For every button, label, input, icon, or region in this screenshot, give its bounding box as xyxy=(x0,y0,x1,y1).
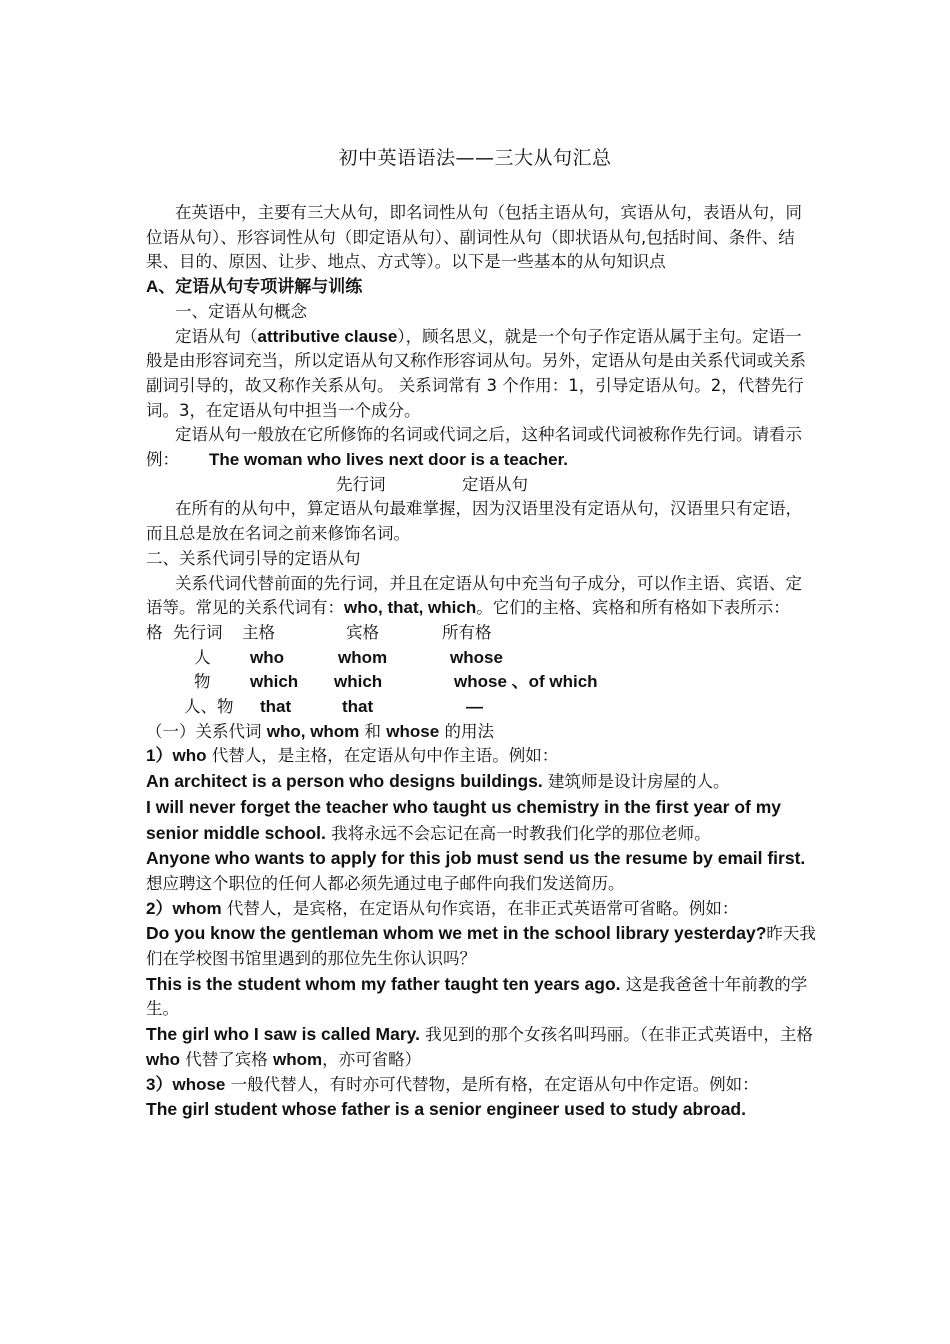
label-antecedent: 先行词 xyxy=(336,474,386,494)
table-row: 人、物 that that — xyxy=(184,697,483,716)
item-3: 3）whose 一般代替人，有时亦可代替物，是所有格，在定语从句中作定语。例如： xyxy=(146,1074,759,1094)
example-labels xyxy=(146,473,818,498)
subsection-1-heading: （一）关系代词 who, whom 和 whose 的用法 xyxy=(146,721,494,741)
item-1: 1）who 代替人，是主格，在定语从句中作主语。例如： xyxy=(146,746,559,766)
example-2: I will never forget the teacher who taught us chemistry in the first year of my senior middle school. 我将永远不会忘记在高一时教我们化学的那位老师。 xyxy=(146,796,782,843)
part1-heading: 一、定语从句概念 xyxy=(175,301,307,321)
part1-paragraph-2: 定语从句一般放在它所修饰的名词或代词之后，这种名词或代词被称作先行词。请看示例： The woman who lives next door is a teacher. xyxy=(146,425,802,470)
item-2: 2）whom 代替人，是宾格，在定语从句作宾语，在非正式英语常可省略。例如： xyxy=(146,898,739,918)
table-row: 物 which which whose 、of which xyxy=(194,672,598,692)
section-a-heading: A、定语从句专项讲解与训练 xyxy=(146,277,363,297)
document-body xyxy=(146,201,818,1123)
example-1: An architect is a person who designs buildings. 建筑师是设计房屋的人。 xyxy=(146,771,730,792)
example-sentence: The woman who lives next door is a teacher. xyxy=(209,450,568,470)
part2-paragraph-1: 关系代词代替前面的先行词，并且在定语从句中充当句子成分，可以作主语、宾语、定语等。常见的关系代词有：who, that, which。它们的主格、宾格和所有格如下表所示： xyxy=(146,573,802,618)
page-title: 初中英语语法——三大从句汇总 xyxy=(338,147,612,169)
example-7: The girl student whose father is a senior engineer used to study abroad. xyxy=(146,1099,746,1120)
example-6: The girl who I saw is called Mary. 我见到的那个女孩名叫玛丽。（在非正式英语中，主格 who 代替了宾格 whom，亦可省略） xyxy=(146,1024,813,1069)
part1-paragraph-3: 在所有的从句中，算定语从句最难掌握，因为汉语里没有定语从句，汉语里只有定语，而且总是放在名词之前来修饰名词。 xyxy=(146,499,802,544)
table-header-row: 格 先行词 主格 宾格 所有格 xyxy=(146,622,492,642)
part2-heading: 二、关系代词引导的定语从句 xyxy=(146,548,361,568)
example-5: This is the student whom my father taught ten years ago. 这是我爸爸十年前教的学生。 xyxy=(146,973,808,1019)
label-clause: 定语从句 xyxy=(462,474,528,494)
pronoun-table xyxy=(146,621,818,720)
intro-paragraph: 在英语中，主要有三大从句，即名词性从句（包括主语从句，宾语从句，表语从句，同位语从句）、形容词性从句（即定语从句）、副词性从句（即状语从句,包括时间、条件、结果、目的、原因、让步、地点、方式等）。以下是一些基本的从句知识点 xyxy=(146,203,802,272)
part1-paragraph-1: 定语从句（attributive clause），顾名思义，就是一个句子作定语从属于主句。定语一般是由形容词充当，所以定语从句又称作形容词从句。另外，定语从句是由关系代词或关系副词引导的，故又称作关系从句。 关系词常有 3 个作用：1，引导定语从句。2，代替先行词。3，在定语从句中担当一个成分。 xyxy=(146,326,806,420)
example-3: Anyone who wants to apply for this job must send us the resume by email first. 想应聘这个职位的任何人都必须先通过电子邮件向我们发送简历。 xyxy=(146,848,806,893)
table-row: 人 who whom whose xyxy=(194,647,503,667)
example-4: Do you know the gentleman whom we met in the school library yesterday?昨天我们在学校图书馆里遇到的那位先生你认识吗？ xyxy=(146,923,816,969)
